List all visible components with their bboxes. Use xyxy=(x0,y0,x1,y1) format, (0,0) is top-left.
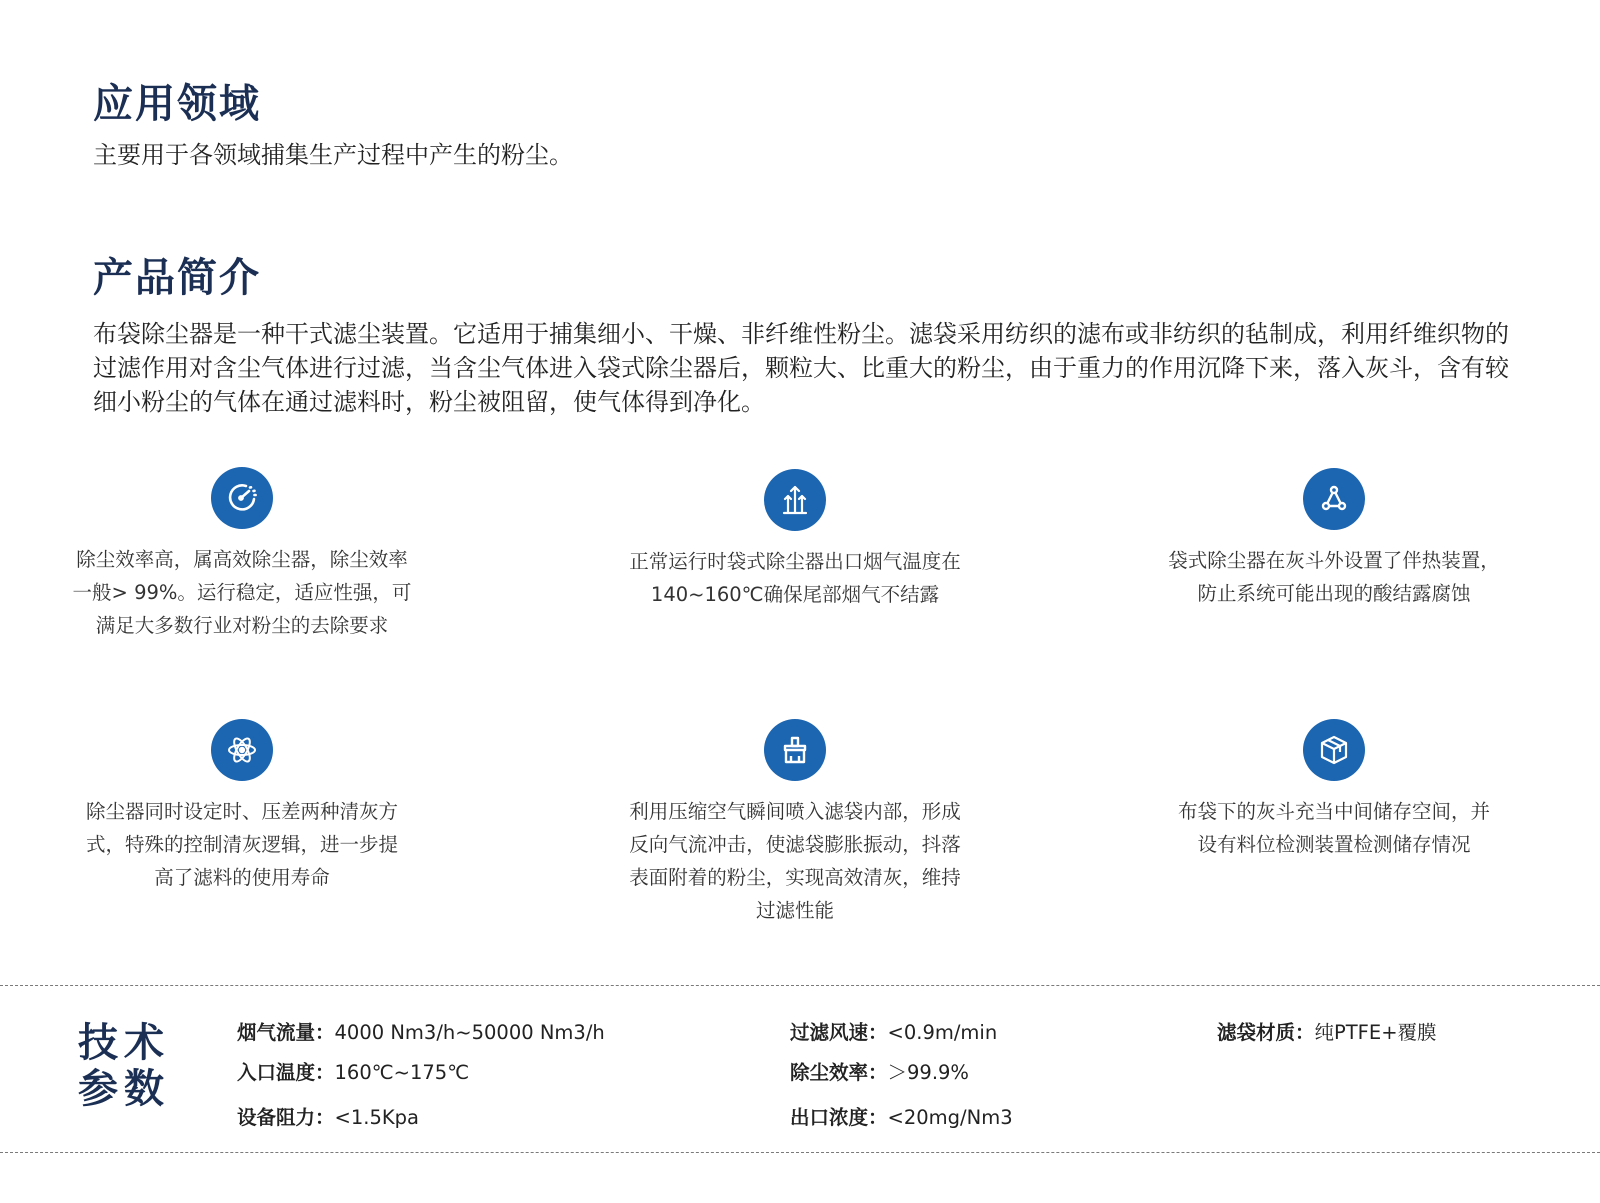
spec-bag-material: 滤袋材质：纯PTFE+覆膜 xyxy=(1217,1021,1437,1044)
feature-temperature: 正常运行时袋式除尘器出口烟气温度在 140~160℃确保尾部烟气不结露 xyxy=(585,469,1005,611)
intro-text: 布袋除尘器是一种干式滤尘装置。它适用于捕集细小、干燥、非纤维性粉尘。滤袋采用纺织的滤布或非纺织的毡制成，利用纤维织物的过滤作用对含尘气体进行过滤，当含尘气体进入袋式除尘器后，颗粒大、比重大的粉尘，由于重力的作用沉降下来，落入灰斗，含有较细小粉尘的气体在通过滤料时，粉尘被阻留，使气体得到净化。 xyxy=(93,320,1509,416)
feature-cleaning-control: 除尘器同时设定时、压差两种清灰方 式，特殊的控制清灰逻辑，进一步提 高了滤料的使用寿命 xyxy=(32,719,452,894)
spec-gas-flow: 烟气流量：4000 Nm3/h~50000 Nm3/h xyxy=(237,1021,605,1044)
speedometer-icon xyxy=(211,467,273,529)
application-text: 主要用于各领域捕集生产过程中产生的粉尘。 xyxy=(93,141,573,169)
atom-icon xyxy=(211,719,273,781)
specs-title: 技术 参数 xyxy=(78,1020,170,1112)
spec-filter-velocity: 过滤风速：<0.9m/min xyxy=(790,1021,998,1044)
spec-outlet-concentration: 出口浓度：<20mg/Nm3 xyxy=(790,1106,1013,1129)
box-icon xyxy=(1303,719,1365,781)
spec-resistance: 设备阻力：<1.5Kpa xyxy=(237,1106,419,1129)
intro-title: 产品简介 xyxy=(93,255,261,301)
feature-heating: 袋式除尘器在灰斗外设置了伴热装置， 防止系统可能出现的酸结露腐蚀 xyxy=(1124,468,1544,610)
triangle-network-icon xyxy=(1303,468,1365,530)
divider-top xyxy=(0,985,1600,986)
spec-inlet-temperature: 入口温度：160℃~175℃ xyxy=(237,1061,470,1084)
feature-storage: 布袋下的灰斗充当中间储存空间，并 设有料位检测装置检测储存情况 xyxy=(1124,719,1544,861)
temperature-rise-icon xyxy=(764,469,826,531)
feature-efficiency: 除尘效率高，属高效除尘器，除尘效率 一般> 99%。运行稳定，适应性强，可 满足大多数行业对粉尘的去除要求 xyxy=(32,467,452,642)
brush-icon xyxy=(764,719,826,781)
feature-pulse-cleaning: 利用压缩空气瞬间喷入滤袋内部，形成 反向气流冲击，使滤袋膨胀振动，抖落 表面附着的粉尘，实现高效清灰，维持 过滤性能 xyxy=(585,719,1005,927)
application-title: 应用领域 xyxy=(93,81,261,127)
divider-bottom xyxy=(0,1152,1600,1153)
spec-efficiency: 除尘效率：＞99.9% xyxy=(790,1061,969,1084)
